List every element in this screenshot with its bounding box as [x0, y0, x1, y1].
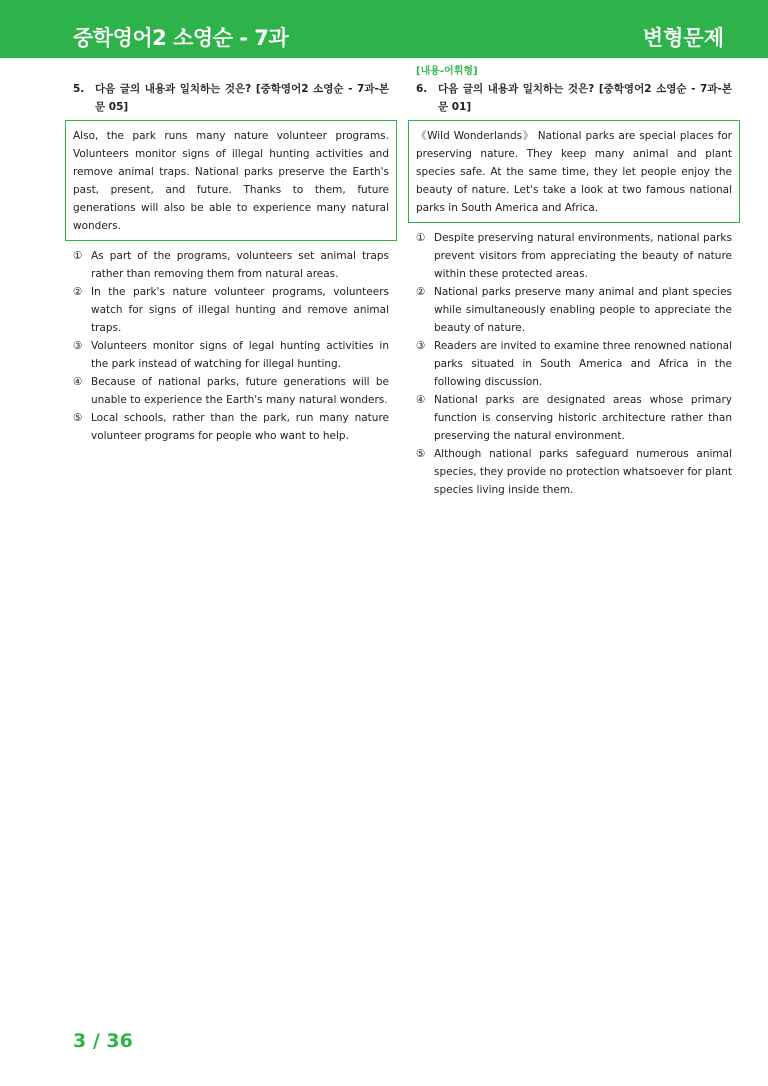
choice-number: ④: [73, 376, 83, 388]
choice-text: Readers are invited to examine three renowned national parks situated in South America and Africa in the following discussion.: [434, 340, 732, 388]
choice-number: ⑤: [73, 412, 83, 424]
choice-number: ②: [416, 286, 426, 298]
question-6-passage: 《Wild Wonderlands》 National parks are special places for preserving nature. They keep many animal and plant species safe. At the same time, they let people enjoy the beauty of nature. Let's take a look at two famous national parks in South America and Africa.: [408, 120, 740, 223]
question-5: [65, 64, 397, 445]
question-5-passage: Also, the park runs many nature volunteer programs. Volunteers monitor signs of illegal hunting activities and remove animal traps. National parks preserve the Earth's past, present, and future. Thanks to them, future generations will also be able to experience many natural wonders.: [65, 120, 397, 241]
choice-1[interactable]: [73, 247, 389, 283]
question-6: [408, 64, 740, 499]
choice-text: Local schools, rather than the park, run many nature volunteer programs for people who want to help.: [91, 412, 389, 442]
header-title: 중학영어2 소영순 - 7과: [73, 26, 289, 50]
question-6-number: 6.: [416, 83, 428, 95]
choice-5[interactable]: [416, 445, 732, 499]
choice-number: ⑤: [416, 448, 426, 460]
question-6-title: [408, 80, 740, 116]
choice-1[interactable]: [416, 229, 732, 283]
question-6-text: 다음 글의 내용과 일치하는 것은? [중학영어2 소영순 - 7과-본문 01]: [438, 83, 732, 113]
choice-2[interactable]: [73, 283, 389, 337]
choice-text: Volunteers monitor signs of legal hunting activities in the park instead of watching for illegal hunting.: [91, 340, 389, 370]
choice-number: ④: [416, 394, 426, 406]
question-5-title: [65, 80, 397, 116]
question-5-tag-spacer: [65, 64, 397, 80]
choice-number: ③: [73, 340, 83, 352]
choice-text: As part of the programs, volunteers set animal traps rather than removing them from natural areas.: [91, 250, 389, 280]
question-5-number: 5.: [73, 83, 85, 95]
choice-number: ①: [416, 232, 426, 244]
page-header: [0, 0, 768, 58]
choice-4[interactable]: [73, 373, 389, 409]
question-6-choices: [408, 229, 740, 499]
choice-number: ②: [73, 286, 83, 298]
choice-text: National parks are designated areas whose primary function is conserving historic architecture rather than preserving the natural environment.: [434, 394, 732, 442]
choice-3[interactable]: [416, 337, 732, 391]
question-5-text: 다음 글의 내용과 일치하는 것은? [중학영어2 소영순 - 7과-본문 05]: [95, 83, 389, 113]
choice-text: In the park's nature volunteer programs, volunteers watch for signs of illegal hunting and remove animal traps.: [91, 286, 389, 334]
choice-4[interactable]: [416, 391, 732, 445]
question-5-choices: [65, 247, 397, 445]
choice-5[interactable]: [73, 409, 389, 445]
choice-2[interactable]: [416, 283, 732, 337]
choice-number: ①: [73, 250, 83, 262]
choice-number: ③: [416, 340, 426, 352]
header-section-label: 변형문제: [642, 26, 724, 50]
choice-text: Because of national parks, future generations will be unable to experience the Earth's many natural wonders.: [91, 376, 389, 406]
choice-text: Despite preserving natural environments, national parks prevent visitors from appreciating the beauty of nature within these protected areas.: [434, 232, 732, 280]
page-number: 3 / 36: [73, 1030, 133, 1052]
choice-text: Although national parks safeguard numerous animal species, they provide no protection whatsoever for plant species living inside them.: [434, 448, 732, 496]
question-6-tag: [내용-어휘형]: [416, 66, 478, 77]
choice-text: National parks preserve many animal and plant species while simultaneously enabling people to appreciate the beauty of nature.: [434, 286, 732, 334]
choice-3[interactable]: [73, 337, 389, 373]
